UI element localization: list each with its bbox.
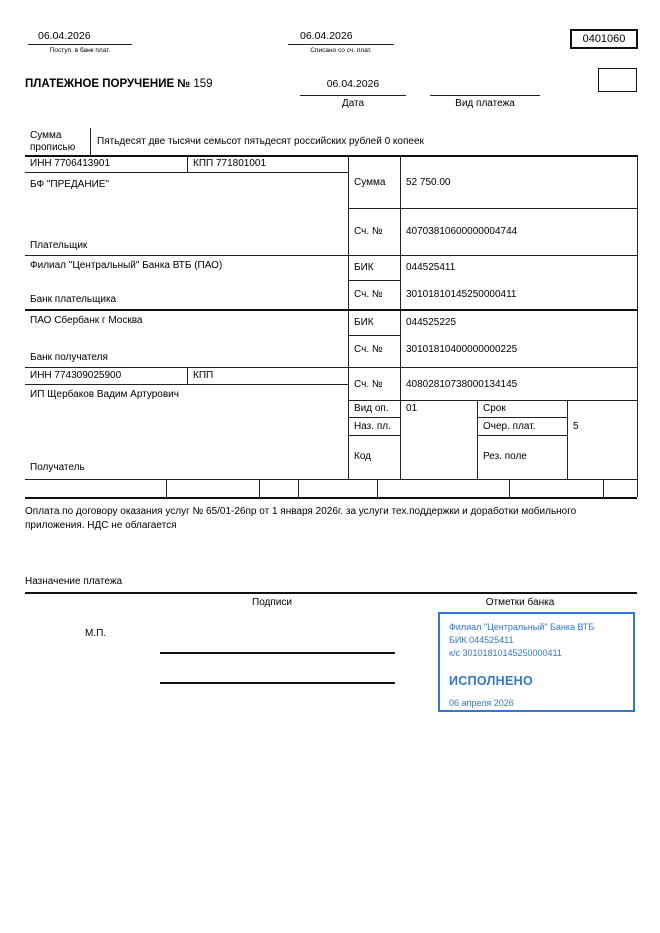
payee-inn: ИНН 774309025900 <box>30 370 122 381</box>
divider <box>477 400 478 479</box>
amount-value: 52 750.00 <box>406 177 451 188</box>
payee-kpp-label: КПП <box>193 370 214 381</box>
amount-words-label-line1: Сумма <box>30 130 62 141</box>
payer-bank-bik: 044525411 <box>406 262 456 273</box>
payee-bank-bik: 044525225 <box>406 317 457 328</box>
divider <box>25 367 637 368</box>
divider <box>25 384 348 385</box>
payee-bank-account: 30101810400000000225 <box>406 344 518 355</box>
priority-value: 5 <box>573 421 579 432</box>
payee-bank-name: ПАО Сбербанк г Москва <box>30 315 143 326</box>
divider <box>25 155 637 157</box>
divider <box>90 128 91 155</box>
divider <box>430 95 540 96</box>
document-date: 06.04.2026 <box>326 78 380 90</box>
payer-bank-name: Филиал "Центральный" Банка ВТБ (ПАО) <box>30 260 223 271</box>
divider <box>377 479 378 497</box>
payment-purpose-label: Назначение платежа <box>25 576 123 587</box>
form-code-box <box>570 29 638 49</box>
divider <box>187 155 188 172</box>
divider <box>567 400 568 479</box>
divider <box>348 280 400 281</box>
amount-words-label <box>30 130 75 154</box>
stamp-corr-account: к/с 30101810145250000411 <box>449 648 562 658</box>
payer-bank-label: Банк плательщика <box>30 294 117 305</box>
payer-label: Плательщик <box>30 240 88 251</box>
divider <box>348 435 400 436</box>
payee-bank-label: Банк получателя <box>30 352 108 363</box>
payment-purpose-code-label: Наз. пл. <box>354 421 391 432</box>
divider <box>400 155 401 479</box>
divider <box>28 44 132 45</box>
divider <box>166 479 167 497</box>
payee-label: Получатель <box>30 462 85 473</box>
divider <box>25 479 637 480</box>
divider <box>288 44 394 45</box>
received-in-bank-date: 06.04.2026 <box>38 30 91 42</box>
divider <box>603 479 604 497</box>
debited-from-account-label: Списано со сч. плат. <box>310 47 372 54</box>
document-number: 159 <box>193 78 213 90</box>
stamp-bank-name: Филиал "Центральный" Банка ВТБ <box>449 622 595 632</box>
payment-purpose-text: Оплата по договору оказания услуг № 65/01-26пр от 1 января 2026г. за услуги тех.поддержки и доработки мобильного приложения. НДС не облагается <box>25 506 577 531</box>
divider <box>348 335 400 336</box>
divider <box>348 417 400 418</box>
stamp-date: 06 апреля 2026 <box>449 698 514 708</box>
divider <box>477 417 567 418</box>
payee-bank-account-label: Сч. № <box>354 344 383 355</box>
priority-label: Очер. плат. <box>483 421 536 432</box>
payer-bank-account: 30101810145250000411 <box>406 289 517 300</box>
signature-line <box>160 652 395 654</box>
divider <box>348 400 637 401</box>
signatures-label: Подписи <box>252 597 292 608</box>
payer-kpp: КПП 771801001 <box>193 158 267 169</box>
divider <box>25 309 637 311</box>
payer-account: 40703810600000004744 <box>406 226 518 237</box>
divider <box>348 208 637 209</box>
stamp-bik: БИК 044525411 <box>449 635 514 645</box>
bank-stamp <box>438 612 635 712</box>
divider <box>348 155 349 479</box>
amount-words-label-line2: прописью <box>30 142 76 153</box>
divider <box>187 367 188 384</box>
code-label: Код <box>354 451 372 462</box>
form-code: 0401060 <box>582 33 626 45</box>
divider <box>477 435 567 436</box>
stamp-place-label: М.П. <box>85 628 107 639</box>
divider <box>25 172 348 173</box>
document-title <box>25 78 213 90</box>
divider <box>298 479 299 497</box>
document-title-text: ПЛАТЕЖНОЕ ПОРУЧЕНИЕ № <box>25 78 191 90</box>
divider <box>259 479 260 497</box>
reserve-field-label: Рез. поле <box>483 451 527 462</box>
received-in-bank-label: Поступ. в банк плат. <box>49 47 111 54</box>
op-kind-label: Вид оп. <box>354 403 389 414</box>
payment-kind-label: Вид платежа <box>455 98 515 109</box>
date-label: Дата <box>341 98 365 109</box>
signature-line <box>160 682 395 684</box>
payee-bank-bik-label: БИК <box>354 317 374 328</box>
amount-in-words: Пятьдесят две тысячи семьсот пятьдесят российских рублей 0 копеек <box>97 136 424 147</box>
payee-account: 40802810738000134145 <box>406 379 518 390</box>
payer-inn: ИНН 7706413901 <box>30 158 111 169</box>
payee-account-label: Сч. № <box>354 379 383 390</box>
amount-label: Сумма <box>354 177 386 188</box>
term-label: Срок <box>483 403 506 414</box>
bank-marks-label: Отметки банка <box>485 597 555 608</box>
payment-kind-box <box>598 68 637 92</box>
payer-account-label: Сч. № <box>354 226 383 237</box>
debited-from-account-date: 06.04.2026 <box>300 30 353 42</box>
stamp-status: ИСПОЛНЕНО <box>449 674 533 688</box>
divider <box>300 95 406 96</box>
payer-bank-account-label: Сч. № <box>354 289 383 300</box>
divider <box>25 255 637 256</box>
divider <box>509 479 510 497</box>
payer-name: БФ "ПРЕДАНИЕ" <box>30 179 109 190</box>
payee-name: ИП Щербаков Вадим Артурович <box>30 389 179 400</box>
payer-bank-bik-label: БИК <box>354 262 374 273</box>
divider <box>637 155 638 497</box>
divider <box>25 497 637 499</box>
op-kind-value: 01 <box>406 403 418 414</box>
divider <box>25 592 637 594</box>
